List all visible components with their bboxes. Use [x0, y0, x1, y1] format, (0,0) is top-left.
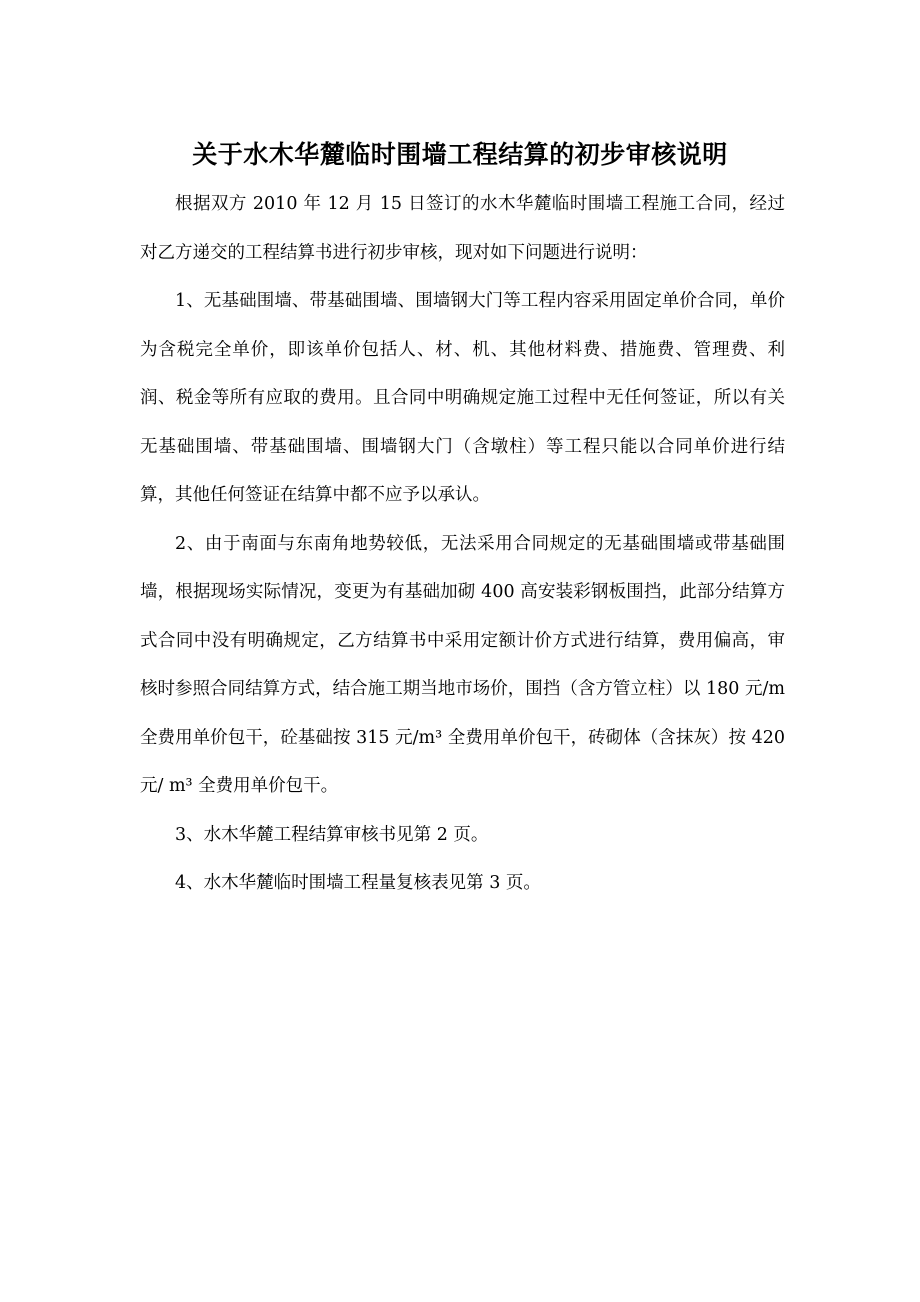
paragraph-item-4: 4、水木华麓临时围墙工程量复核表见第 3 页。	[175, 873, 541, 893]
document-title: 关于水木华麓临时围墙工程结算的初步审核说明	[192, 140, 728, 169]
document-body	[140, 180, 785, 908]
paragraph-item-2: 2、由于南面与东南角地势较低，无法采用合同规定的无基础围墙或带基础围墙，根据现场实际情况，变更为有基础加砌 400 高安装彩钢板围挡，此部分结算方式合同中没有明确规定，乙方结算书中采用定额计价方式进行结算，费用偏高，审核时参照合同结算方式，结合施工期当地市场价，围挡（含方管立柱）以 180 元/m 全费用单价包干，砼基础按 315 元/m³ 全费用单价包干，砖砌体（含抹灰）按 420 元/ m³ 全费用单价包干。	[140, 533, 785, 796]
paragraph-intro: 根据双方 2010 年 12 月 15 日签订的水木华麓临时围墙工程施工合同，经过对乙方递交的工程结算书进行初步审核，现对如下问题进行说明：	[140, 194, 785, 263]
paragraph-item-1: 1、无基础围墙、带基础围墙、围墙钢大门等工程内容采用固定单价合同，单价为含税完全单价，即该单价包括人、材、机、其他材料费、措施费、管理费、利润、税金等所有应取的费用。且合同中明确规定施工过程中无任何签证，所以有关无基础围墙、带基础围墙、围墙钢大门（含墩柱）等工程只能以合同单价进行结算，其他任何签证在结算中都不应予以承认。	[140, 291, 785, 505]
paragraph-item-3: 3、水木华麓工程结算审核书见第 2 页。	[175, 824, 489, 845]
